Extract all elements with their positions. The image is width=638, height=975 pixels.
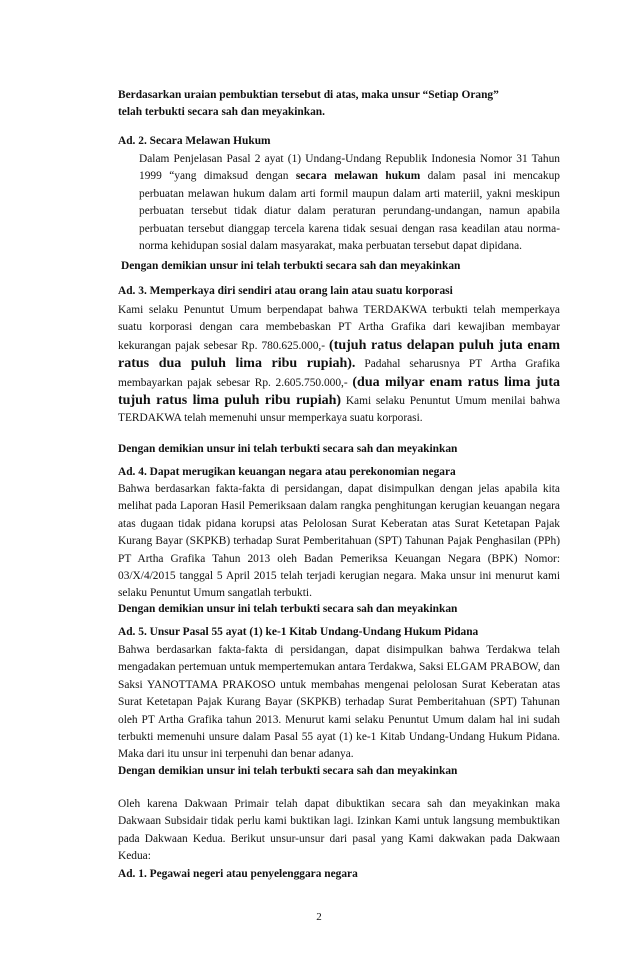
ad5-heading: Ad. 5. Unsur Pasal 55 ayat (1) ke-1 Kitab Undang-Undang Hukum Pidana <box>118 626 479 638</box>
ad1-second-charge-heading: Ad. 1. Pegawai negeri atau penyelenggara negara <box>118 868 358 880</box>
ad2-conclusion: Dengan demikian unsur ini telah terbukti secara sah dan meyakinkan <box>121 260 461 272</box>
ad3-heading: Ad. 3. Memperkaya diri sendiri atau orang lain atau suatu korporasi <box>118 285 453 297</box>
ad2-heading: Ad. 2. Secara Melawan Hukum <box>118 135 271 147</box>
ad2-bold-term: secara melawan hukum <box>295 170 421 183</box>
closing-paragraph: Oleh karena Dakwaan Primair telah dapat dibuktikan secara sah dan meyakinkan maka Dakwaan Subsidair tidak perlu kami buktikan lagi. Izinkan Kami untuk langsung membuktikan pada Dakwaan Kedua. Berikut unsur-unsur dari pasal yang Kami dakwakan pada Dakwaan Kedua: <box>118 798 560 863</box>
ad3-amount-words-1: (tujuh ratus delapan puluh juta enam ratus dua puluh lima ribu rupiah). <box>118 337 560 372</box>
intro-line-2: telah terbukti secara sah dan meyakinkan. <box>118 106 325 119</box>
ad3-conclusion: Dengan demikian unsur ini telah terbukti secara sah dan meyakinkan <box>118 443 458 455</box>
ad2-paragraph: Dalam Penjelasan Pasal 2 ayat (1) Undang-Undang Republik Indonesia Nomor 31 Tahun 1999 “yang dimaksud dengan secara melawan hukum dalam pasal ini mencakup perbuatan melawan hukum dalam arti formil maupun dalam arti materiil, yakni meskipun perbuatan tersebut tidak diatur dalam peraturan perundang-undangan, namun apabila perbuatan tersebut dianggap tercela karena tidak sesuai dengan rasa keadilan atau norma-norma kehidupan sosial dalam masyarakat, maka perbuatan tersebut dapat dipidana. <box>139 153 560 253</box>
ad4-heading: Ad. 4. Dapat merugikan keuangan negara atau perekonomian negara <box>118 466 456 478</box>
ad5-paragraph: Bahwa berdasarkan fakta-fakta di persidangan, dapat disimpulkan bahwa Terdakwa telah mengadakan pertemuan untuk mempertemukan antara Terdakwa, Saksi ELGAM PRABOW, dan Saksi YANOTTAMA PRAKOSO untuk membahas mengenai pelolosan Surat Keberatan atas Surat Ketetapan Pajak Kurang Bayar (SKPKB) terhadap Surat Pemberitahuan (SPT) Tahunan oleh PT Artha Grafika tahun 2013. Menurut kami selaku Penuntut Umum dalam hal ini sudah terbukti memenuhi unsure dalam Pasal 55 ayat (1) ke-1 Kitab Undang-Undang Hukum Pidana. Maka dari itu unsur ini terpenuhi dan benar adanya. <box>118 644 560 761</box>
intro-paragraph <box>118 87 560 122</box>
page-number: 2 <box>316 911 322 923</box>
ad3-paragraph: Kami selaku Penuntut Umum berpendapat bahwa TERDAKWA terbukti telah memperkaya suatu korporasi dengan cara membebaskan PT Artha Grafika dari kewajiban membayar kekurangan pajak sebesar Rp. 780.625.000,- (tujuh ratus delapan puluh juta enam ratus dua puluh lima ribu rupiah). Padahal seharusnya PT Artha Grafika membayarkan pajak sebesar Rp. 2.605.750.000,- (dua milyar enam ratus lima juta tujuh ratus lima puluh ribu rupiah) Kami selaku Penuntut Umum menilai bahwa TERDAKWA telah memenuhi unsur memperkaya suatu korporasi. <box>118 304 560 425</box>
ad4-conclusion: Dengan demikian unsur ini telah terbukti secara sah dan meyakinkan <box>118 603 458 615</box>
ad4-paragraph: Bahwa berdasarkan fakta-fakta di persidangan, dapat disimpulkan dengan jelas apabila kita melihat pada Laporan Hasil Pemeriksaan dalam rangka penghitungan kerugian keuangan negara atas dugaan tidak pidana korupsi atas Pelolosan Surat Keberatan atas Surat Ketetapan Pajak Kurang Bayar (SKPKB) terhadap Surat Pemberitahuan (SPT) Tahunan Pajak Penghasilan (PPh) PT Artha Grafika Tahun 2013 oleh Badan Pemeriksa Keuangan Negara (BPK) Nomor: 03/X/4/2015 tanggal 5 April 2015 telah terjadi kerugian negara. Maka unsur ini menurut kami selaku Penuntut Umum sangatlah terbukti. <box>118 483 560 600</box>
intro-line-1: Berdasarkan uraian pembuktian tersebut di atas, maka unsur “Setiap Orang” <box>118 89 499 101</box>
ad3-amount-words-2: (dua milyar enam ratus lima juta tujuh ratus lima puluh ribu rupiah) <box>118 374 560 409</box>
ad5-conclusion: Dengan demikian unsur ini telah terbukti secara sah dan meyakinkan <box>118 765 458 777</box>
